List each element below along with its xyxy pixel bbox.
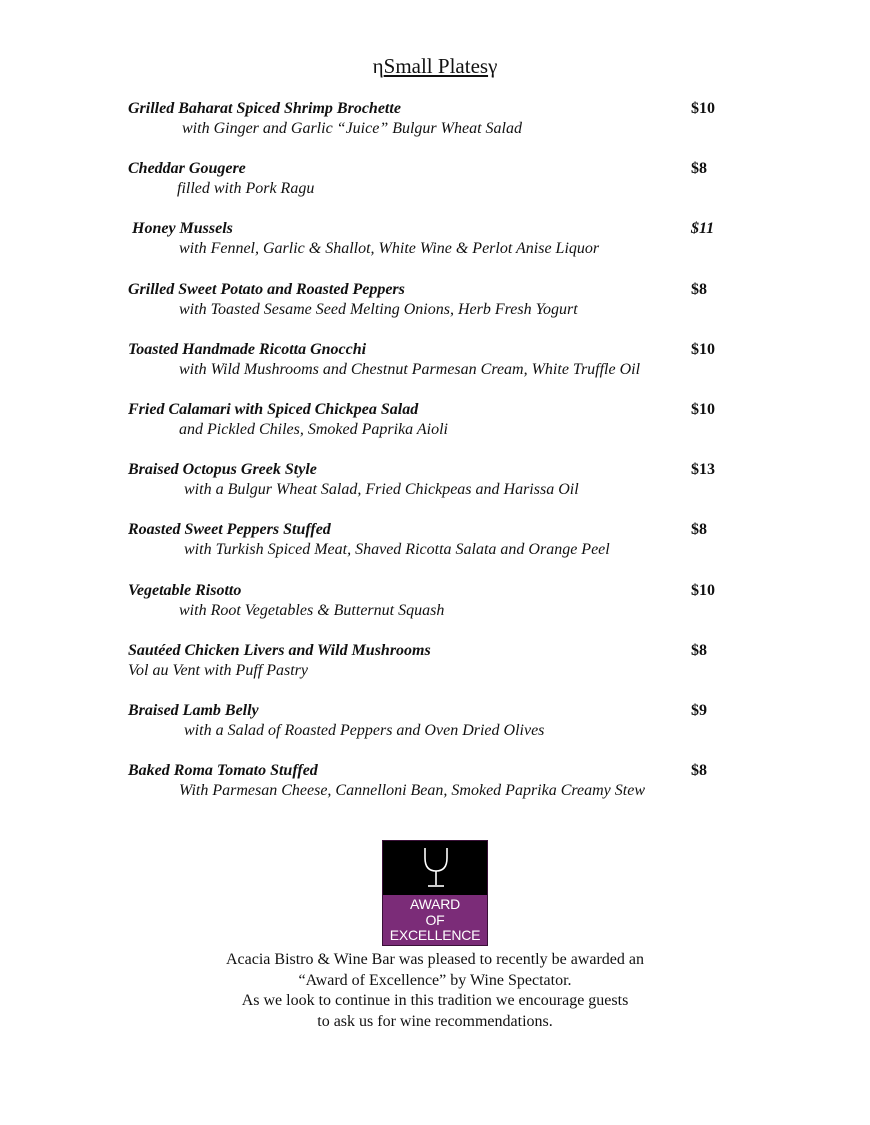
menu-item-name: Grilled Baharat Spiced Shrimp Brochette bbox=[128, 100, 401, 117]
title-right-glyph: γ bbox=[488, 54, 498, 78]
menu-item bbox=[128, 219, 728, 279]
menu-item-price: $11 bbox=[691, 220, 715, 238]
note-line: Acacia Bistro & Wine Bar was pleased to recently be awarded an bbox=[225, 951, 644, 968]
menu-item-description: with Wild Mushrooms and Chestnut Parmesan Cream, White Truffle Oil bbox=[179, 360, 641, 378]
menu-item bbox=[128, 400, 728, 460]
menu-item-name: Fried Calamari with Spiced Chickpea Salad bbox=[128, 400, 419, 418]
menu-item-price: $10 bbox=[691, 100, 715, 117]
menu-item bbox=[128, 641, 728, 701]
award-note bbox=[0, 950, 870, 1032]
menu-item-name: Honey Mussels bbox=[132, 220, 233, 238]
menu-item-description: with a Bulgur Wheat Salad, Fried Chickpeas and Harissa Oil bbox=[184, 481, 579, 499]
menu-item-price: $8 bbox=[691, 160, 707, 178]
menu-item bbox=[128, 460, 728, 520]
menu-item bbox=[128, 761, 728, 821]
menu-item-description: Vol au Vent with Puff Pastry bbox=[128, 661, 308, 679]
menu-item-description: and Pickled Chiles, Smoked Paprika Aioli bbox=[179, 420, 448, 438]
title-text: Small Plates bbox=[383, 54, 489, 78]
menu-item-description: with Ginger and Garlic “Juice” Bulgur Wheat Salad bbox=[182, 120, 522, 137]
note-line: As we look to continue in this tradition we encourage guests bbox=[241, 992, 629, 1009]
title-left-glyph: η bbox=[372, 54, 384, 78]
menu-item bbox=[128, 99, 728, 159]
menu-item-price: $13 bbox=[691, 461, 715, 479]
menu-item-name: Sautéed Chicken Livers and Wild Mushrooms bbox=[128, 641, 431, 659]
menu-item-price: $9 bbox=[691, 701, 707, 719]
menu-item bbox=[128, 701, 728, 761]
menu-item-description: with a Salad of Roasted Peppers and Oven Dried Olives bbox=[184, 721, 545, 739]
menu-item-description: with Toasted Sesame Seed Melting Onions, Herb Fresh Yogurt bbox=[179, 300, 578, 318]
menu-item bbox=[128, 340, 728, 400]
award-of-excellence-badge bbox=[382, 840, 488, 946]
menu-item bbox=[128, 581, 728, 641]
page-title bbox=[0, 54, 870, 79]
award-line: AWARD bbox=[409, 896, 461, 912]
menu-item-price: $10 bbox=[691, 400, 715, 418]
menu-item-price: $8 bbox=[691, 521, 707, 539]
award-line: OF bbox=[425, 911, 445, 928]
menu-item-name: Roasted Sweet Peppers Stuffed bbox=[128, 521, 331, 539]
note-line: to ask us for wine recommendations. bbox=[317, 1012, 553, 1030]
menu-item bbox=[128, 159, 728, 219]
menu-item-name: Baked Roma Tomato Stuffed bbox=[128, 762, 318, 780]
menu-item-description: with Fennel, Garlic & Shallot, White Wine & Perlot Anise Liquor bbox=[179, 240, 600, 258]
menu-list bbox=[128, 99, 728, 821]
menu-item-description: with Root Vegetables & Butternut Squash bbox=[179, 601, 445, 619]
menu-item-name: Cheddar Gougere bbox=[128, 160, 246, 178]
menu-item bbox=[128, 280, 728, 340]
menu-item-price: $10 bbox=[691, 340, 715, 358]
menu-item-price: $10 bbox=[691, 581, 715, 599]
menu-item-price: $8 bbox=[691, 762, 707, 780]
menu-item bbox=[128, 520, 728, 580]
menu-item-name: Braised Lamb Belly bbox=[128, 701, 259, 719]
menu-item-description: filled with Pork Ragu bbox=[177, 180, 315, 198]
menu-item-price: $8 bbox=[691, 280, 707, 298]
menu-item-description: with Turkish Spiced Meat, Shaved Ricotta Salata and Orange Peel bbox=[184, 541, 610, 559]
menu-item-name: Toasted Handmade Ricotta Gnocchi bbox=[128, 340, 367, 358]
award-label bbox=[383, 897, 487, 944]
menu-item-price: $8 bbox=[691, 641, 707, 659]
note-line: “Award of Excellence” by Wine Spectator. bbox=[298, 971, 572, 989]
menu-item-name: Braised Octopus Greek Style bbox=[128, 461, 317, 479]
menu-item-name: Vegetable Risotto bbox=[128, 581, 242, 599]
menu-item-description: With Parmesan Cheese, Cannelloni Bean, Smoked Paprika Creamy Stew bbox=[179, 782, 645, 800]
menu-item-name: Grilled Sweet Potato and Roasted Peppers bbox=[128, 280, 405, 298]
award-line: EXCELLENCE bbox=[389, 927, 481, 943]
